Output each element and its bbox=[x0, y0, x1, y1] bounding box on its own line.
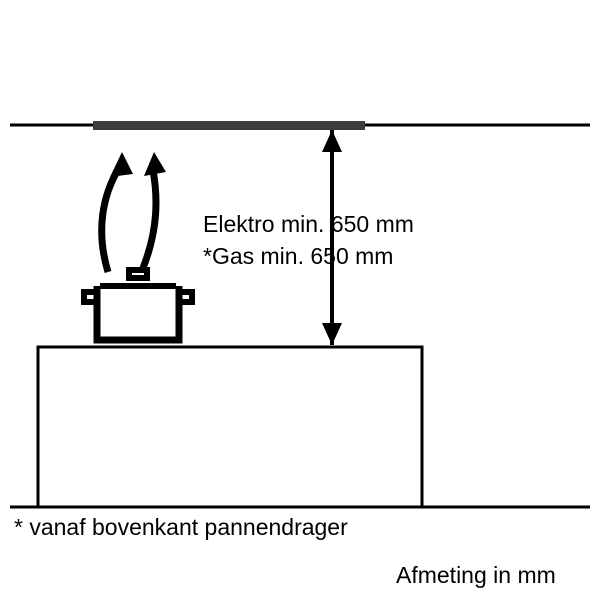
steam-arrowhead-right bbox=[144, 152, 166, 176]
label-gas-min: *Gas min. 650 mm bbox=[203, 243, 394, 269]
label-electro-min: Elektro min. 650 mm bbox=[203, 211, 414, 237]
hob-cabinet-outline bbox=[38, 347, 422, 507]
label-units-note: Afmeting in mm bbox=[396, 562, 556, 588]
cooking-pot bbox=[84, 270, 192, 340]
steam-arrowhead-left bbox=[110, 152, 133, 177]
dimension-arrow bbox=[322, 130, 342, 345]
steam-arrows bbox=[102, 168, 156, 272]
cooker-hood bbox=[93, 121, 365, 130]
label-footnote: * vanaf bovenkant pannendrager bbox=[14, 514, 348, 540]
